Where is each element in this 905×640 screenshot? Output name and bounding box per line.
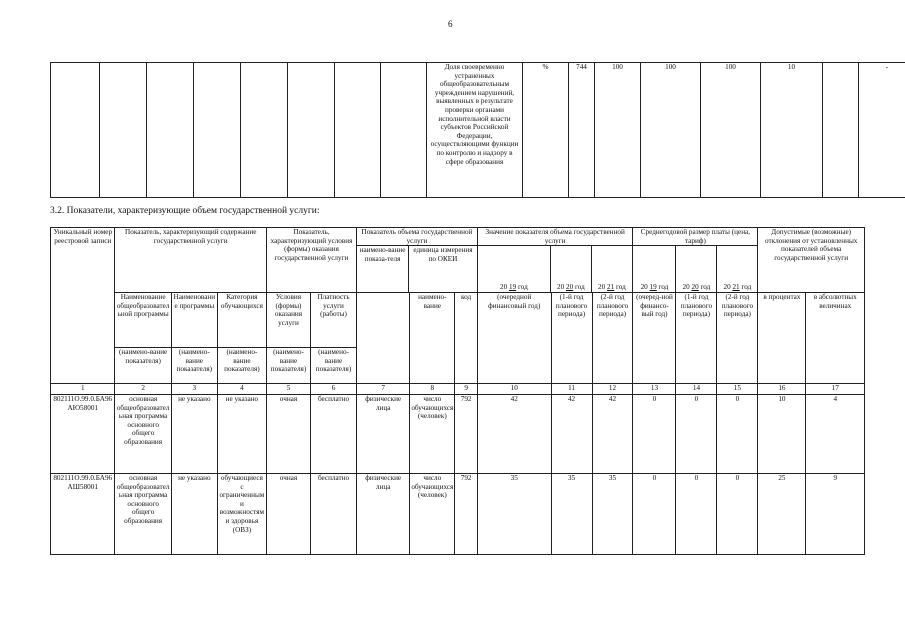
header-price-period-2: (1-й год планового периода) [676, 293, 717, 384]
empty-cell [288, 63, 335, 198]
header-price-period-3: (2-й год планового периода) [717, 293, 758, 384]
sub-label: (наимено-вание показателя) [217, 348, 266, 384]
indicator-name: физические лица [357, 395, 410, 474]
volume-indicator-title: Показатель объема государственной услуги [357, 228, 477, 246]
header-period-1: (очередной финансовый год) [477, 293, 551, 384]
section-title: 3.2. Показатели, характеризующие объем государственной услуги: [50, 206, 320, 216]
indicator-name: Доля своевременно устраненных общеобразовательным учреждением нарушений, выявленных в результате проверки органами исполнительной власти субъектов Российской Федерации, осуществляющими функции по контролю и надзору в сфере образования [427, 63, 523, 198]
sub-label: (наимено-вание показателя) [311, 348, 357, 384]
empty-cell [147, 63, 194, 198]
value-2021: 35 [592, 474, 633, 555]
volume-indicator-name: наимено-вание показа-теля [357, 246, 409, 292]
value-2020: 100 [641, 63, 701, 198]
value-year-2: 20 20 год [550, 246, 591, 292]
col-number: 17 [806, 384, 865, 395]
header-price [633, 228, 758, 293]
deviation-absolute: - [859, 63, 905, 198]
col-number: 4 [217, 384, 266, 395]
empty-cell [241, 63, 288, 198]
col-number: 6 [311, 384, 357, 395]
deviation-percent: 10 [758, 395, 806, 474]
col-number: 2 [115, 384, 171, 395]
okei-code: 792 [455, 395, 478, 474]
header-deviation: Допустимые (возможные) отклонения от установленных показателей объема государственной услуги [758, 228, 865, 293]
header-unit-code: код [455, 293, 478, 384]
col-number: 9 [455, 384, 478, 395]
value-2021: 42 [592, 395, 633, 474]
sub-label: (наимено-вание показателя) [115, 348, 171, 384]
header-unit-name: наимено-вание [410, 293, 455, 384]
deviation-percent: 25 [758, 474, 806, 555]
col-number: 5 [266, 384, 310, 395]
header-programs: Наименование программы [171, 293, 217, 348]
col-number: 15 [717, 384, 758, 395]
col-number: 8 [410, 384, 455, 395]
header-indicator-name-cell [357, 293, 410, 384]
header-conditions-indicator: Показатель, характеризующий условия (формы) оказания государственной услуги [266, 228, 356, 293]
service-fee: бесплатно [311, 474, 357, 555]
price-year-3: 20 21 год [716, 246, 757, 292]
empty-cell [381, 63, 427, 198]
value-2021: 100 [701, 63, 761, 198]
price-2019: 0 [633, 395, 676, 474]
value-2019: 100 [595, 63, 641, 198]
unit-name: % [523, 63, 569, 198]
price-2019: 0 [633, 474, 676, 555]
page-number: 6 [448, 19, 453, 29]
value-year-3: 20 21 год [591, 246, 632, 292]
empty-cell [51, 63, 100, 198]
volume-values-title: Значение показателя объема государственной услуги [478, 228, 633, 246]
price-2020: 0 [676, 395, 717, 474]
header-category: Категория обучающихся [217, 293, 266, 348]
header-form: Условия (формы) оказания услуги [266, 293, 310, 348]
service-form: очная [266, 395, 310, 474]
student-category: обучающиеся с ограниченными возможностями здоровья (ОВЗ) [217, 474, 266, 555]
programs-name: не указано [171, 395, 217, 474]
registry-number: 802111О.99.0.БА96АЮ58001 [51, 395, 115, 474]
volume-unit-okei: единица измерения по ОКЕИ [413, 246, 473, 263]
unit-name: число обучающихся (человек) [410, 474, 455, 555]
price-title: Среднегодовой размер платы (цена, тариф) [633, 228, 757, 246]
table-row [51, 395, 865, 474]
header-volume-values [477, 228, 633, 293]
header-fee: Платность услуги (работы) [311, 293, 357, 348]
price-2021: 0 [717, 474, 758, 555]
col-number: 16 [758, 384, 806, 395]
okei-code: 744 [569, 63, 595, 198]
header-deviation-absolute: в абсолютных величинах [806, 293, 865, 384]
price-year-1: 20 19 год [640, 283, 669, 292]
col-number: 13 [633, 384, 676, 395]
empty-cell [100, 63, 147, 198]
value-year-1: 20 19 год [499, 283, 528, 292]
price-2020: 0 [676, 474, 717, 555]
price-year-2: 20 20 год [675, 246, 716, 292]
empty-cell [335, 63, 381, 198]
service-fee: бесплатно [311, 395, 357, 474]
deviation-percent: 10 [761, 63, 823, 198]
value-2020: 42 [551, 395, 592, 474]
program-name: основная общеобразовательная программа основного общего образования [115, 395, 171, 474]
okei-code: 792 [455, 474, 478, 555]
student-category: не указано [217, 395, 266, 474]
value-2019: 42 [477, 395, 551, 474]
price-2021: 0 [717, 395, 758, 474]
indicator-name: физические лица [357, 474, 410, 555]
header-registry-number: Уникальный номер реестровой записи [51, 228, 115, 384]
value-2019: 35 [477, 474, 551, 555]
col-number: 1 [51, 384, 115, 395]
program-name: основная общеобразовательная программа основного общего образования [115, 474, 171, 555]
header-program: Наименование общеобразовательной программы [115, 293, 171, 348]
header-period-2: (1-й год планового периода) [551, 293, 592, 384]
table-row [51, 474, 865, 555]
value-2020: 35 [551, 474, 592, 555]
unit-name: число обучающихся (человек) [410, 395, 455, 474]
header-period-3: (2-й год планового периода) [592, 293, 633, 384]
deviation-absolute: 4 [806, 395, 865, 474]
service-form: очная [266, 474, 310, 555]
col-number: 10 [477, 384, 551, 395]
empty-cell [823, 63, 859, 198]
quality-indicators-table-continuation [50, 62, 905, 198]
programs-name: не указано [171, 474, 217, 555]
empty-cell [194, 63, 241, 198]
header-deviation-percent: в процентах [758, 293, 806, 384]
sub-label: (наимено-вание показателя) [266, 348, 310, 384]
col-number: 14 [676, 384, 717, 395]
col-number: 11 [551, 384, 592, 395]
header-content-indicator: Показатель, характеризующий содержание государственной услуги [115, 228, 267, 293]
volume-indicators-table [50, 227, 865, 555]
sub-label: (наимено-вание показателя) [171, 348, 217, 384]
deviation-absolute: 9 [806, 474, 865, 555]
col-number: 12 [592, 384, 633, 395]
header-price-period-1: (очеред-ной финансо-вый год) [633, 293, 676, 384]
registry-number: 802111О.99.0.БА96АШ58001 [51, 474, 115, 555]
col-number: 7 [357, 384, 410, 395]
header-volume-indicator [357, 228, 478, 293]
col-number: 3 [171, 384, 217, 395]
